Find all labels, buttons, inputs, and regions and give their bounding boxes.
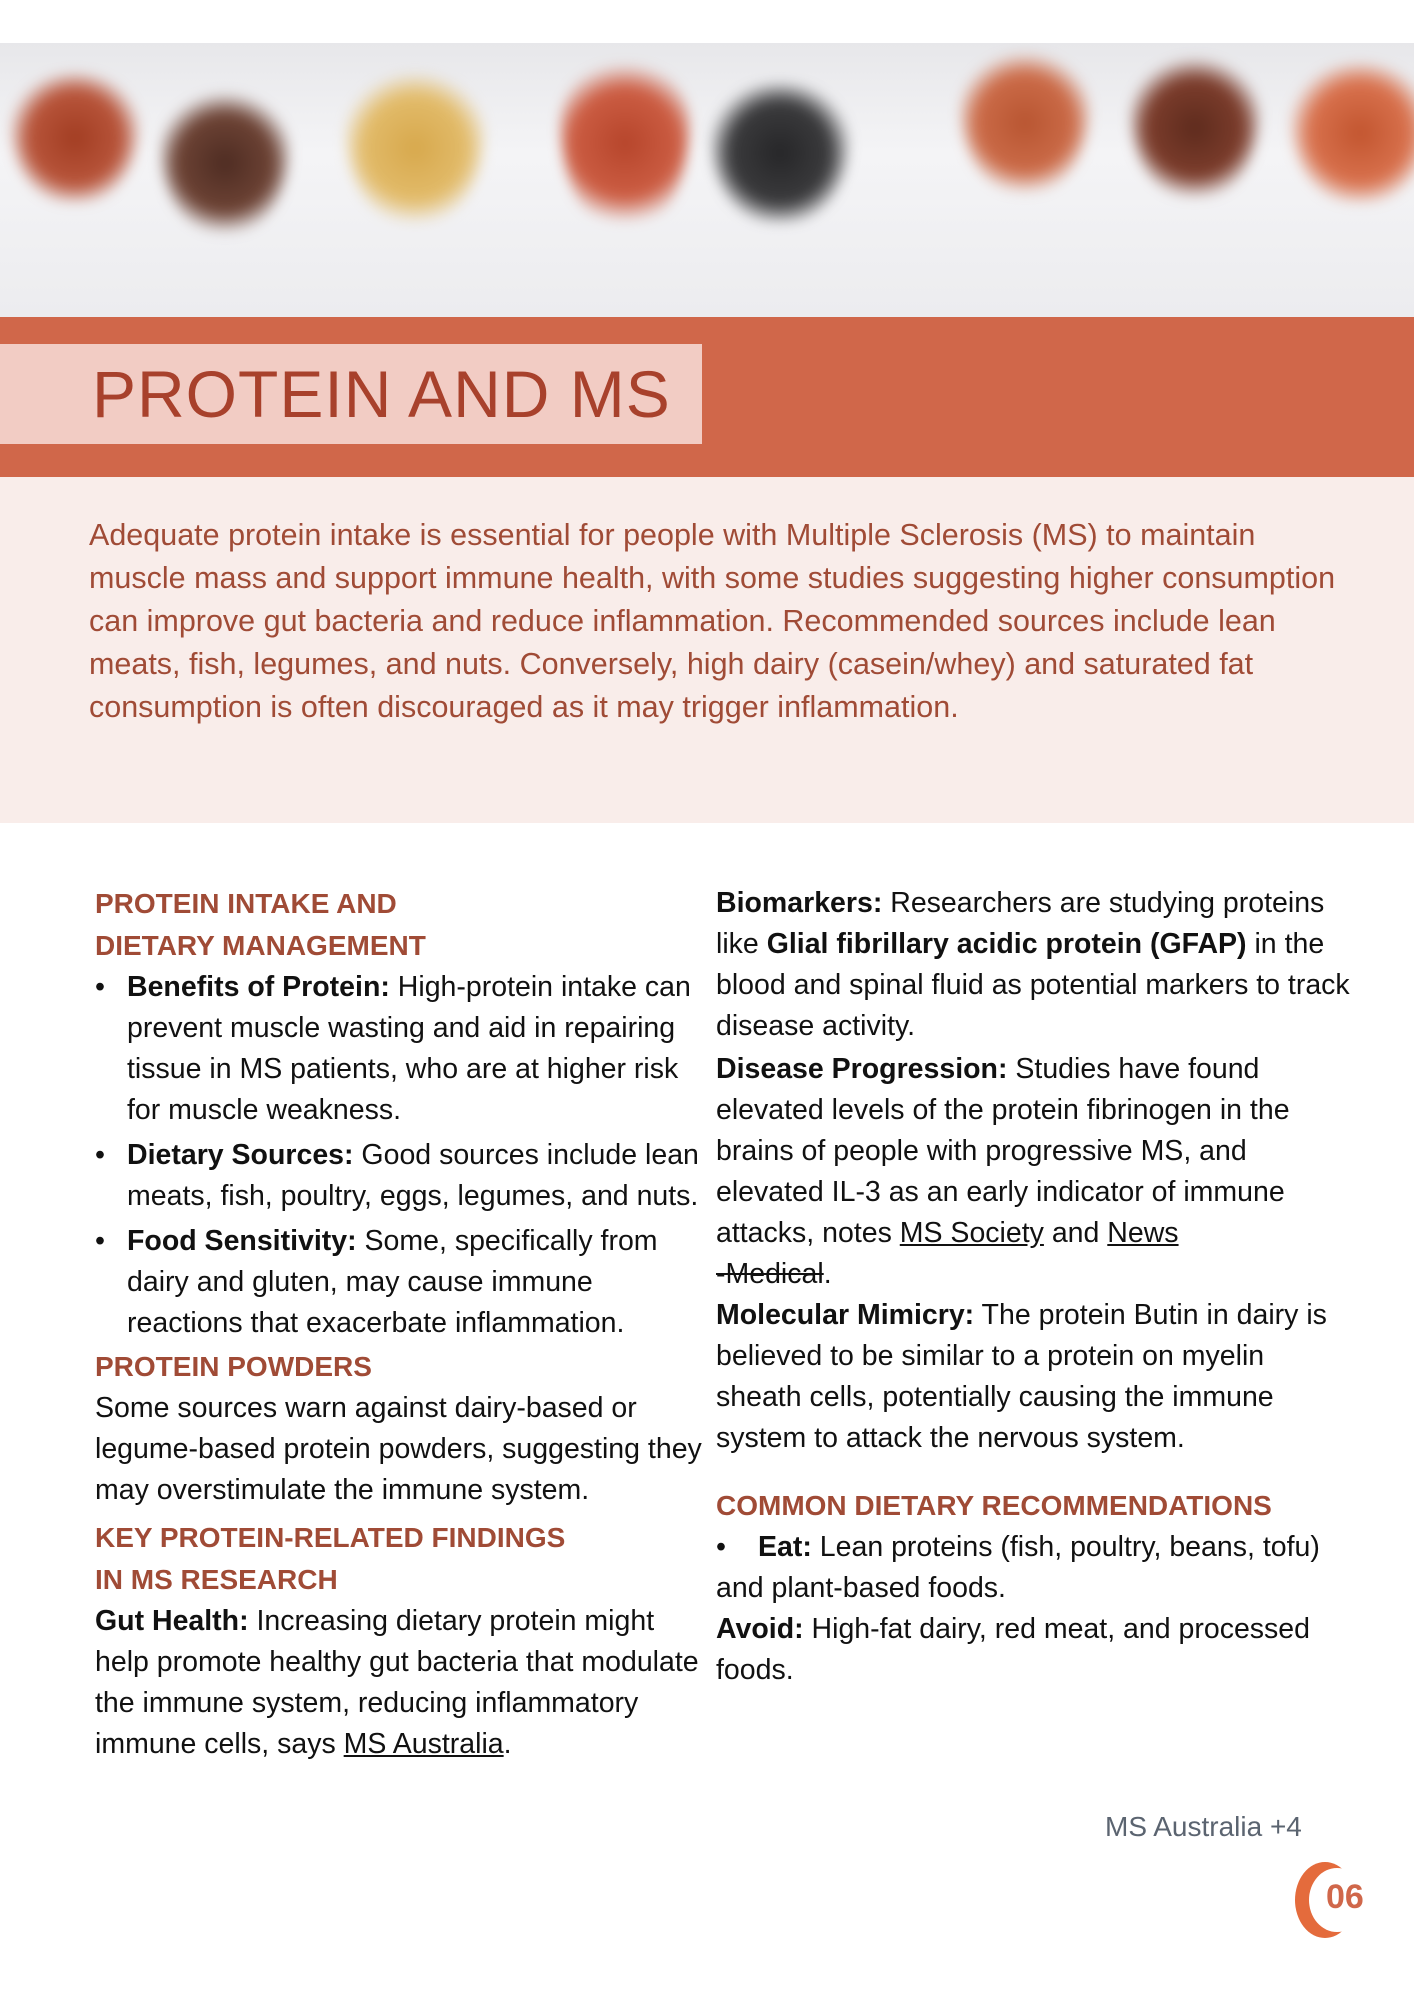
heading-findings: KEY PROTEIN-RELATED FINDINGS IN MS RESEARCH <box>95 1522 566 1595</box>
avoid-text: Avoid: High-fat dairy, red meat, and processed foods. <box>716 1613 1310 1686</box>
left-column <box>95 883 715 1765</box>
progression-text: Disease Progression: Studies have found elevated levels of the protein fibrinogen in the brains of people with progressive MS, and elevated IL-3 as an early indicator of immune attacks, notes MS Society and News -Medical. <box>716 1053 1290 1290</box>
news-medical-link[interactable]: News <box>1107 1217 1179 1249</box>
gut-health-text: Gut Health: Increasing dietary protein might help promote healthy gut bacteria that modulate the immune system, reducing inflammatory immune cells, says MS Australia. <box>95 1605 699 1760</box>
ms-society-link[interactable]: MS Society <box>899 1217 1044 1249</box>
heading-recommendations: COMMON DIETARY RECOMMENDATIONS <box>716 1490 1272 1521</box>
page-title: PROTEIN AND MS <box>92 357 671 431</box>
intake-bullets <box>95 967 715 1344</box>
source-credit[interactable]: MS Australia +4 <box>1105 1811 1302 1842</box>
ms-australia-link[interactable]: MS Australia <box>343 1728 504 1760</box>
right-column <box>716 883 1352 1691</box>
heading-intake: PROTEIN INTAKE AND DIETARY MANAGEMENT <box>95 888 426 961</box>
bullet-sensitivity: • Food Sensitivity: Some, specifically from dairy and gluten, may cause immune reactions that exacerbate inflammation. <box>95 1225 658 1339</box>
heading-powders: PROTEIN POWDERS <box>95 1351 372 1382</box>
biomarkers-text: Biomarkers: Researchers are studying proteins like Glial fibrillary acidic protein (GFAP) in the blood and spinal fluid as potential markers to track disease activity. <box>716 887 1350 1042</box>
bullet-sources: • Dietary Sources: Good sources include lean meats, fish, poultry, eggs, legumes, and nuts. <box>95 1139 699 1212</box>
bullet-benefits: • Benefits of Protein: High-protein intake can prevent muscle wasting and aid in repairing tissue in MS patients, who are at higher risk for muscle weakness. <box>95 971 691 1126</box>
bullet-icon: • <box>716 1531 726 1563</box>
powders-text: Some sources warn against dairy-based or legume-based protein powders, suggesting they may overstimulate the immune system. <box>95 1392 702 1506</box>
eat-text: • Eat: Lean proteins (fish, poultry, beans, tofu) and plant-based foods. <box>716 1527 1352 1609</box>
mimicry-text: Molecular Mimicry: The protein Butin in dairy is believed to be similar to a protein on myelin sheath cells, potentially causing the immune system to attack the nervous system. <box>716 1299 1327 1454</box>
page-number: 06 <box>1326 1878 1364 1916</box>
news-medical-link-cont[interactable]: -Medical <box>716 1258 824 1290</box>
hero-image <box>0 43 1414 317</box>
intro-paragraph: Adequate protein intake is essential for people with Multiple Sclerosis (MS) to maintain muscle mass and support immune health, with some studies suggesting higher consumption can improve gut bacteria and reduce inflammation. Recommended sources include lean meats, fish, legumes, and nuts. Conversely, high dairy (casein/whey) and saturated fat consumption is often discouraged as it may trigger inflammation. <box>89 518 1336 724</box>
